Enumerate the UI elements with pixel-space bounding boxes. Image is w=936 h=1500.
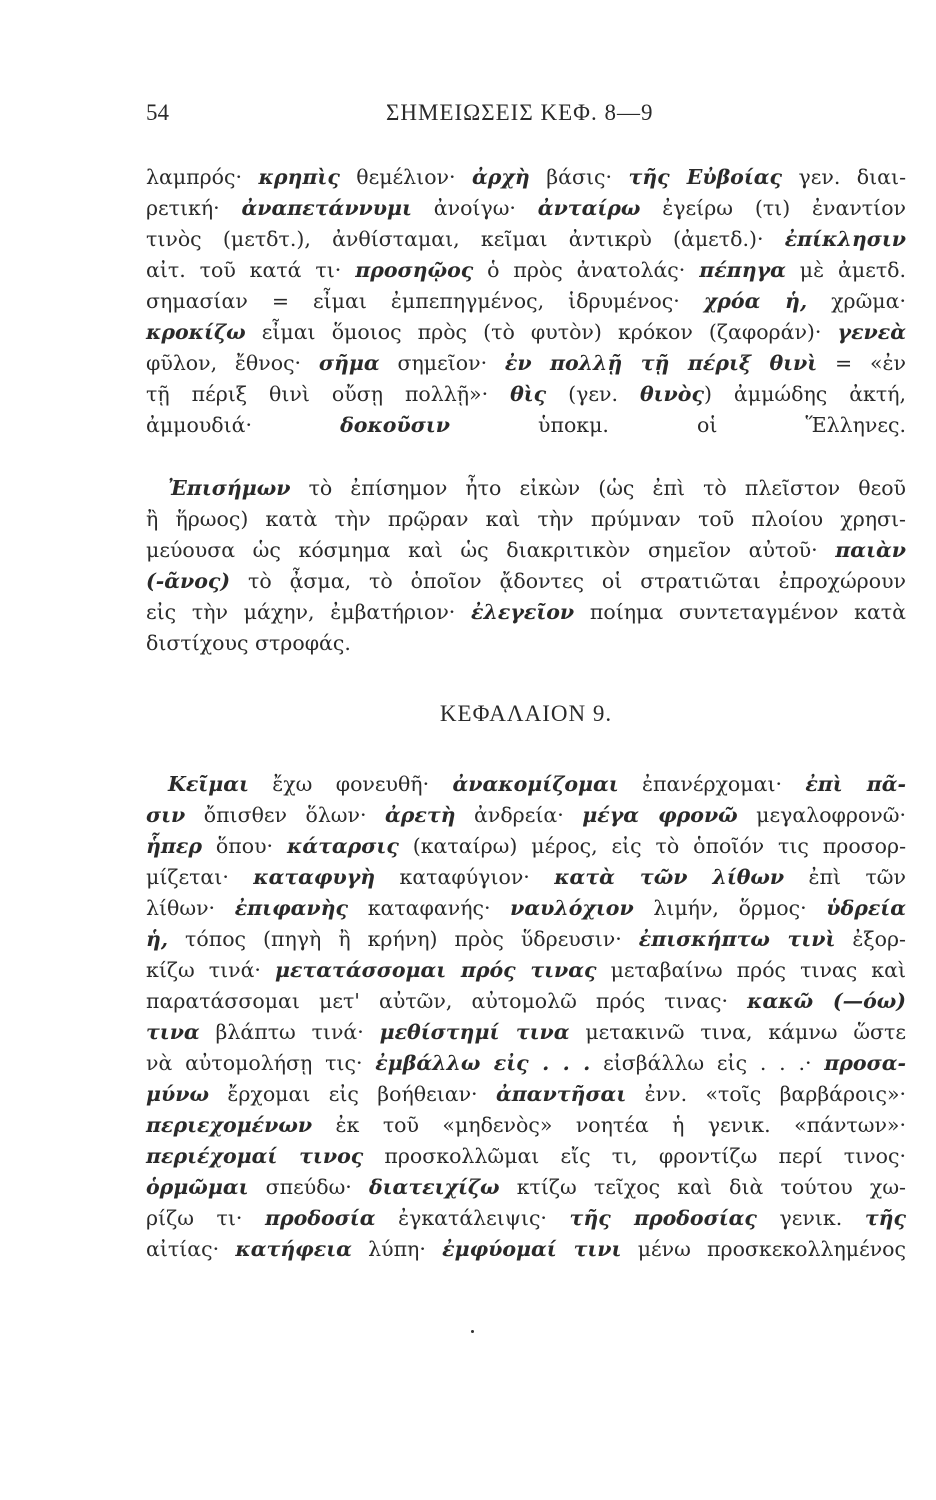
page-number: 54: [146, 100, 169, 125]
headword: τῆς: [864, 1206, 906, 1230]
headword: ἐν πολλῇ τῇ πέριξ θινὶ: [504, 351, 818, 375]
gloss-text: ἐκ τοῦ «μηδενὸς» νοητέα ἡ γενικ. «πάντων»·: [312, 1113, 906, 1137]
gloss-text: βάσις·: [529, 165, 629, 189]
gloss-text: βλάπτω τινά·: [199, 1020, 380, 1044]
gloss-text: ἐγείρω (τι) ἐναντίον: [640, 196, 906, 220]
headword: Ἐπισήμων: [168, 476, 291, 500]
text-line: [146, 924, 906, 955]
gloss-text: ἐπὶ τῶν: [784, 865, 906, 889]
gloss-text: εἶμαι ὅμοιος πρὸς (τὸ φυτὸν) κρόκον (ζαφοράν)·: [245, 320, 838, 344]
headword: κατήφεια: [235, 1237, 352, 1261]
headword: κροκίζω: [146, 320, 246, 344]
headword: κρηπὶς: [258, 165, 340, 189]
text-line: [146, 224, 906, 255]
text-line: [146, 410, 906, 441]
paragraph-episemon: [146, 473, 906, 659]
gloss-text: ἔρχομαι εἰς βοήθειαν·: [208, 1082, 496, 1106]
text-line: [146, 379, 906, 410]
text-line: [146, 628, 906, 659]
gloss-text: ἐγκατάλειψις·: [375, 1206, 570, 1230]
headword: ἀναπετάννυμι: [241, 196, 412, 220]
gloss-text: παρατάσσομαι μετ' αὐτῶν, αὐτομολῶ πρός τινας·: [146, 989, 748, 1013]
text-line: [146, 597, 906, 628]
gloss-text: σημασίαν = εἶμαι ἐμπεπηγμένος, ἱδρυμένος·: [146, 289, 704, 313]
text-line: [146, 473, 906, 504]
gloss-text: τῇ πέριξ θινὶ οὔσῃ πολλῇ»·: [146, 382, 511, 406]
text-line: [146, 800, 906, 831]
text-line: [146, 986, 906, 1017]
headword: περιέχομαί τινος: [146, 1144, 364, 1168]
gloss-text: γεν. διαι-: [782, 165, 906, 189]
text-line: [146, 1017, 906, 1048]
text-line: [146, 955, 906, 986]
gloss-text: μένω προσκεκολλημένος: [621, 1237, 906, 1261]
headword: μετατάσσομαι πρός τινας: [274, 958, 597, 982]
text-line: [146, 255, 906, 286]
gloss-text: θεμέλιον·: [339, 165, 472, 189]
text-line: [146, 566, 906, 597]
gloss-text: ὅπου·: [202, 834, 287, 858]
gloss-text: ) ἀμμώδης ἀκτή,: [703, 382, 907, 406]
gloss-text: μετακινῶ τινα, κάμνω ὥστε: [569, 1020, 906, 1044]
gloss-text: μεγαλοφρονῶ·: [737, 803, 906, 827]
gloss-text: νὰ αὐτομολήσῃ τις·: [146, 1051, 376, 1075]
gloss-text: λαμπρός·: [146, 165, 259, 189]
headword: ἀρχὴ: [472, 165, 530, 189]
headword: ἐπὶ πᾶ-: [805, 772, 906, 796]
headword: ἀρετὴ: [384, 803, 456, 827]
gloss-text: μεύουσα ὡς κόσμημα καὶ ὡς διακριτικὸν σημεῖον αὐτοῦ·: [146, 538, 836, 562]
gloss-text: καταφανής·: [348, 896, 511, 920]
text-line: [146, 862, 906, 893]
headword: παιὰν: [835, 538, 906, 562]
ink-dot: [471, 1330, 474, 1333]
headword: τινα: [146, 1020, 200, 1044]
headword: θινὸς: [639, 382, 704, 406]
gloss-text: ἔχω φονευθῆ·: [248, 772, 453, 796]
gloss-text: ὁ πρὸς ἀνατολάς·: [473, 258, 700, 282]
paragraph-glossary-ch8: [146, 162, 906, 441]
gloss-text: ἀμμουδιά·: [146, 413, 341, 437]
text-line: [146, 286, 906, 317]
gloss-text: τὸ ᾆσμα, τὸ ὁποῖον ᾄδοντες οἱ στρατιῶται ἐπροχώρουν: [230, 569, 906, 593]
text-line: [146, 535, 906, 566]
headword: μέγα φρονῶ: [582, 803, 738, 827]
text-line: [146, 1048, 906, 1079]
headword: ἧπερ: [146, 834, 203, 858]
headword: προδοσία: [265, 1206, 376, 1230]
gloss-text: διστίχους στροφάς.: [146, 631, 351, 655]
gloss-text: σημεῖον·: [379, 351, 505, 375]
gloss-text: σπεύδω·: [248, 1175, 369, 1199]
gloss-text: (γεν.: [546, 382, 640, 406]
gloss-text: ὑποκμ. οἱ Ἕλληνες.: [449, 413, 906, 437]
text-line: [146, 1141, 906, 1172]
headword: προσα-: [824, 1051, 907, 1075]
page-header: [146, 100, 906, 140]
headword: ἐπιφανὴς: [234, 896, 349, 920]
text-line: [146, 193, 906, 224]
gloss-text: ρετική·: [146, 196, 242, 220]
headword: ἡ,: [146, 927, 169, 951]
text-line: [146, 769, 906, 800]
gloss-text: καταφύγιον·: [375, 865, 555, 889]
text-line: [146, 317, 906, 348]
gloss-text: μίζεται·: [146, 865, 254, 889]
gloss-text: ἐξορ-: [835, 927, 906, 951]
headword: ὑδρεία: [826, 896, 906, 920]
text-line: [146, 504, 906, 535]
gloss-text: φῦλον, ἔθνος·: [146, 351, 319, 375]
gloss-text: ἀνοίγω·: [411, 196, 538, 220]
gloss-text: μεταβαίνω πρός τινας καὶ: [596, 958, 906, 982]
gloss-text: λίθων·: [146, 896, 235, 920]
headword: κατὰ τῶν λίθων: [554, 865, 785, 889]
headword: ἐπισκήπτω τινὶ: [638, 927, 836, 951]
headword: διατειχίζω: [368, 1175, 500, 1199]
gloss-text: τόπος (πηγὴ ἢ κρήνη) πρὸς ὕδρευσιν·: [168, 927, 639, 951]
gloss-text: ἐνν. «τοῖς βαρβάροις»·: [626, 1082, 906, 1106]
text-line: [146, 162, 906, 193]
headword: θὶς: [510, 382, 547, 406]
gloss-text: ἐπανέρχομαι·: [618, 772, 806, 796]
gloss-text: εἰς τὴν μάχην, ἐμβατήριον·: [146, 600, 472, 624]
headword: χρόα ἡ,: [703, 289, 808, 313]
headword: ναυλόχιον: [510, 896, 634, 920]
headword: γενεὰ: [837, 320, 906, 344]
gloss-text: λιμήν, ὅρμος·: [633, 896, 827, 920]
text-line: [146, 1110, 906, 1141]
text-line: [146, 831, 906, 862]
gloss-text: ὄπισθεν ὅλων·: [185, 803, 385, 827]
headword: (-ᾶνος): [146, 569, 231, 593]
headword: μύνω: [146, 1082, 209, 1106]
headword: ἐμφύομαί τινι: [442, 1237, 622, 1261]
gloss-text: κτίζω τεῖχος καὶ διὰ τούτου χω-: [499, 1175, 906, 1199]
chapter-title: ΚΕΦΑΛΑΙΟΝ 9.: [439, 701, 613, 726]
gloss-text: μὲ ἀμετδ.: [785, 258, 907, 282]
gloss-text: ἢ ἥρωος) κατὰ τὴν πρῷραν καὶ τὴν πρύμναν τοῦ πλοίου χρησι-: [146, 507, 906, 531]
text-line: [146, 893, 906, 924]
headword: κάταρσις: [286, 834, 399, 858]
headword: περιεχομένων: [146, 1113, 313, 1137]
headword: σιν: [146, 803, 186, 827]
headword: ἀνακομίζομαι: [452, 772, 619, 796]
gloss-text: κίζω τινά·: [146, 958, 275, 982]
gloss-text: εἰσβάλλω εἰς . . .·: [590, 1051, 825, 1075]
text-line: [146, 1172, 906, 1203]
gloss-text: ἀνδρεία·: [455, 803, 583, 827]
gloss-text: ποίημα συντεταγμένον κατὰ: [574, 600, 906, 624]
gloss-text: τινὸς (μετδτ.), ἀνθίσταμαι, κεῖμαι ἀντικρὺ (ἀμετδ.)·: [146, 227, 785, 251]
paragraph-glossary-ch9: [146, 769, 906, 1265]
gloss-text: γενικ.: [756, 1206, 865, 1230]
headword: κακῶ (—όω): [747, 989, 906, 1013]
headword: ἐλεγεῖον: [471, 600, 575, 624]
headword: μεθίστημί τινα: [379, 1020, 570, 1044]
headword: ἀπαντῆσαι: [495, 1082, 627, 1106]
text-line: [146, 1079, 906, 1110]
text-line: [146, 348, 906, 379]
text-line: [146, 1203, 906, 1234]
running-title: ΣΗΜΕΙΩΣΕΙΣ ΚΕΦ. 8—9: [386, 100, 654, 125]
gloss-text: χρῶμα·: [807, 289, 906, 313]
gloss-text: (καταίρω) μέρος, εἰς τὸ ὁποῖόν τις προσορ-: [398, 834, 906, 858]
headword: ἐπίκλησιν: [784, 227, 906, 251]
gloss-text: = «ἐν: [817, 351, 906, 375]
headword: πέπηγα: [699, 258, 786, 282]
headword: καταφυγὴ: [253, 865, 376, 889]
headword: προσηῷος: [355, 258, 474, 282]
gloss-text: λύπη·: [351, 1237, 443, 1261]
headword: τῆς προδοσίας: [569, 1206, 757, 1230]
headword: σῆμα: [318, 351, 380, 375]
gloss-text: ρίζω τι·: [146, 1206, 266, 1230]
text-line: [146, 1234, 906, 1265]
headword: Κεῖμαι: [168, 772, 249, 796]
gloss-text: αἰτίας·: [146, 1237, 236, 1261]
gloss-text: αἰτ. τοῦ κατά τι·: [146, 258, 356, 282]
headword: τῆς Εὐβοίας: [628, 165, 783, 189]
headword: ἐμβάλλω εἰς . . .: [375, 1051, 591, 1075]
gloss-text: τὸ ἐπίσημον ἦτο εἰκὼν (ὡς ἐπὶ τὸ πλεῖστον θεοῦ: [290, 476, 906, 500]
headword: δοκοῦσιν: [340, 413, 450, 437]
gloss-text: προσκολλῶμαι εἴς τι, φροντίζω περί τινος·: [363, 1144, 906, 1168]
headword: ἀνταίρω: [537, 196, 641, 220]
headword: ὁρμῶμαι: [146, 1175, 249, 1199]
